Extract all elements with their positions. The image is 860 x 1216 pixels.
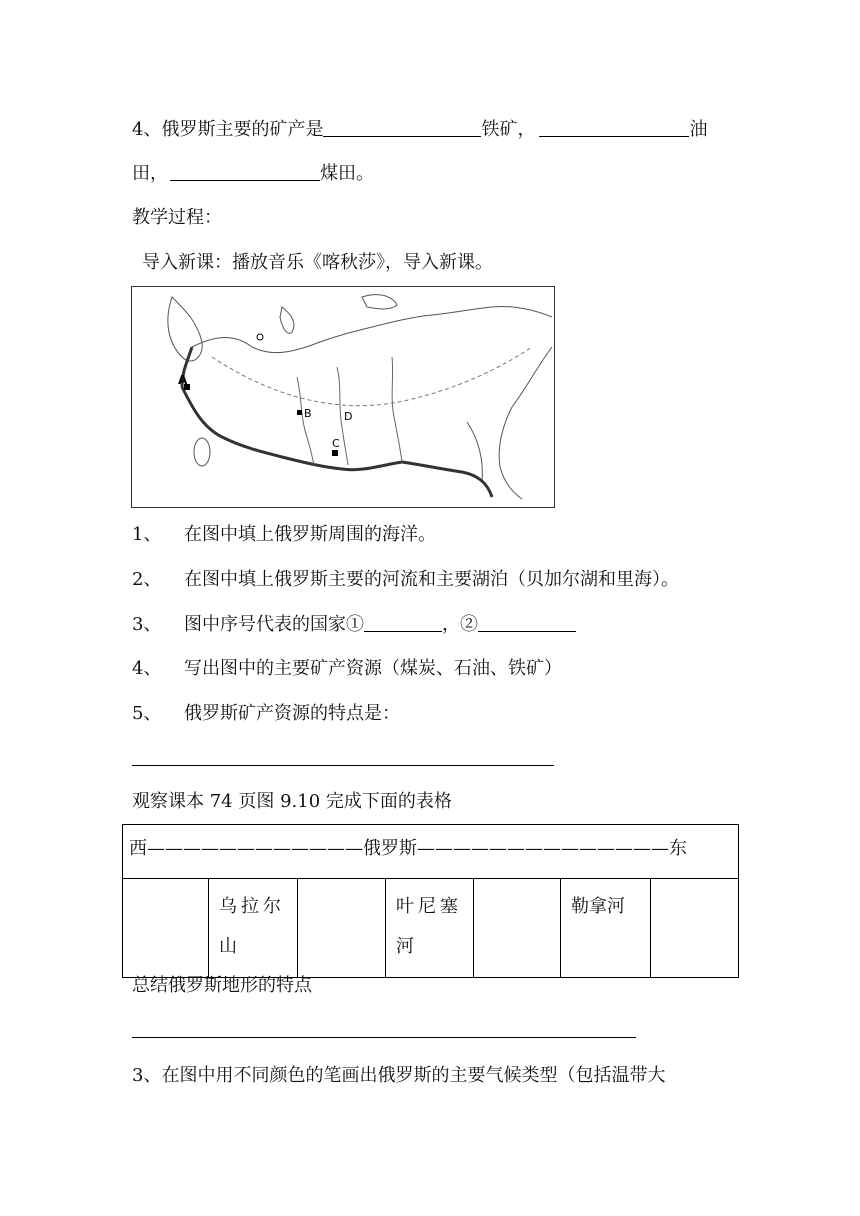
question-3-climate: 3、在图中用不同颜色的笔画出俄罗斯的主要气候类型（包括温带大 bbox=[132, 1065, 666, 1086]
q4-line2-end: 煤田。 bbox=[320, 163, 374, 184]
task-4-text: 写出图中的主要矿产资源（煤炭、石油、铁矿） bbox=[184, 658, 562, 679]
table-cell-7[interactable] bbox=[651, 879, 739, 978]
task-4-number: 4、 bbox=[132, 658, 162, 679]
task-5-text: 俄罗斯矿产资源的特点是： bbox=[184, 703, 400, 724]
task-3-text: 图中序号代表的国家① bbox=[184, 614, 364, 635]
table-cell-ural: 乌拉尔山 bbox=[209, 879, 298, 978]
intro-text: 导入新课：播放音乐《喀秋莎》，导入新课。 bbox=[142, 252, 493, 273]
task-3 bbox=[132, 611, 576, 638]
answer-line-terrain[interactable] bbox=[132, 1037, 636, 1038]
map-label-d: D bbox=[344, 410, 353, 423]
answer-line-resources[interactable] bbox=[132, 765, 554, 766]
map-label-b: B bbox=[304, 407, 312, 420]
summary-prompt: 总结俄罗斯地形的特点 bbox=[132, 975, 312, 996]
map-label-a: A bbox=[178, 373, 188, 387]
task-1-text: 在图中填上俄罗斯周围的海洋。 bbox=[184, 524, 436, 545]
answer-blank-iron[interactable] bbox=[323, 116, 481, 137]
answer-blank-oil[interactable] bbox=[539, 116, 689, 137]
task-2 bbox=[132, 567, 679, 593]
table-cell-yenisei: 叶尼塞河 bbox=[386, 879, 474, 978]
task-4 bbox=[132, 656, 562, 682]
task-2-number: 2、 bbox=[132, 569, 162, 590]
observe-instruction: 观察课本 74 页图 9.10 完成下面的表格 bbox=[132, 791, 452, 812]
table-cell-1[interactable] bbox=[123, 879, 209, 978]
question-4-line-2 bbox=[132, 160, 374, 187]
map-label-c: C bbox=[332, 437, 340, 450]
table-header: 西————————————俄罗斯——————————————东 bbox=[123, 825, 739, 879]
q4-end: 油 bbox=[689, 119, 708, 140]
task-3-number: 3、 bbox=[132, 614, 162, 635]
q4-line2-prefix: 田， bbox=[132, 163, 168, 184]
task-5-number: 5、 bbox=[132, 703, 162, 724]
answer-blank-country-2[interactable] bbox=[478, 611, 576, 632]
table-cell-5[interactable] bbox=[474, 879, 561, 978]
task-2-text: 在图中填上俄罗斯主要的河流和主要湖泊（贝加尔湖和里海）。 bbox=[184, 569, 679, 590]
terrain-table bbox=[122, 824, 739, 978]
answer-blank-country-1[interactable] bbox=[364, 611, 442, 632]
question-4-line-1 bbox=[132, 116, 707, 143]
task-1 bbox=[132, 522, 436, 548]
russia-map bbox=[131, 286, 555, 508]
q4-mid: 铁矿， bbox=[481, 119, 536, 140]
task-1-number: 1、 bbox=[132, 524, 162, 545]
q4-prefix: 4、俄罗斯主要的矿产是 bbox=[132, 119, 324, 140]
russia-map-drawing bbox=[132, 287, 554, 507]
teaching-process-heading: 教学过程： bbox=[132, 207, 222, 228]
task-3-mid: ，② bbox=[442, 614, 478, 635]
table-cell-lena: 勒拿河 bbox=[561, 879, 651, 978]
task-5 bbox=[132, 701, 400, 727]
answer-blank-coal[interactable] bbox=[170, 160, 320, 181]
table-cell-3[interactable] bbox=[298, 879, 386, 978]
